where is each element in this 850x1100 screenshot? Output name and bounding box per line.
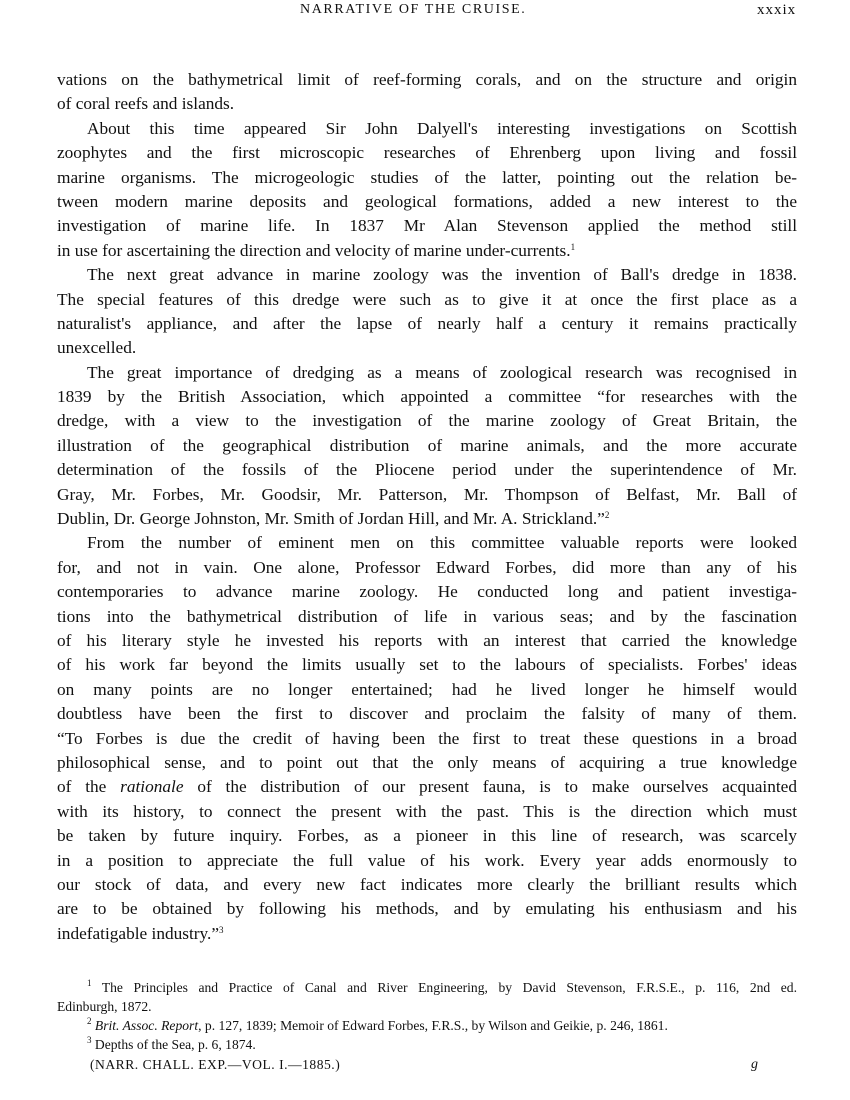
text-line: dredge, with a view to the investigation of the marine zoology of Great Britain, the bbox=[57, 411, 797, 431]
page-number: xxxix bbox=[757, 2, 797, 18]
text-line: of coral reefs and islands. bbox=[57, 94, 235, 114]
text-line: The next great advance in marine zoology was the invention of Ball's dredge in 1838. bbox=[87, 265, 797, 285]
footnote-marker: 1 bbox=[87, 978, 92, 988]
footnote-reference: 2 bbox=[604, 510, 610, 521]
text-line: illustration of the geographical distribution of marine animals, and the more accurate bbox=[57, 435, 797, 455]
footnote-1-continued: Edinburgh, 1872. bbox=[57, 999, 152, 1014]
page-header bbox=[0, 2, 850, 26]
footnote-reference: 3 bbox=[219, 924, 224, 935]
text-line: for, and not in vain. One alone, Professor Edward Forbes, did more than any of his bbox=[57, 557, 797, 577]
text-line: are to be obtained by following his methods, and by emulating his enthusiasm and his bbox=[57, 899, 797, 919]
text-segment: in use for ascertaining the direction and velocity of marine under-currents. bbox=[57, 240, 571, 260]
text-line: of his work far beyond the limits usually set to the labours of specialists. Forbes' ideas bbox=[57, 655, 797, 675]
text-line: The great importance of dredging as a means of zoological research was recognised in bbox=[87, 362, 797, 382]
text-line: naturalist's appliance, and after the lapse of nearly half a century it remains practically bbox=[57, 313, 797, 333]
text-segment: Dublin, Dr. George Johnston, Mr. Smith of Jordan Hill, and Mr. A. Strickland.” bbox=[57, 509, 605, 529]
signature-line: (NARR. CHALL. EXP.—VOL. I.—1885.) bbox=[90, 1057, 341, 1072]
text-line: our stock of data, and every new fact indicates more clearly the brilliant results which bbox=[57, 874, 797, 894]
text-line: investigation of marine life. In 1837 Mr Alan Stevenson applied the method still bbox=[57, 216, 797, 236]
text-line: be taken by future inquiry. Forbes, as a pioneer in this line of research, was scarcely bbox=[57, 826, 797, 846]
text-line bbox=[57, 775, 797, 799]
text-line: 1839 by the British Association, which appointed a committee “for researches with the bbox=[57, 387, 797, 407]
text-line: tween modern marine deposits and geological formations, added a new interest to the bbox=[57, 191, 797, 211]
text-line: in a position to appreciate the full value of his work. Every year adds enormously to bbox=[57, 850, 797, 870]
footnote-reference: 1 bbox=[570, 241, 576, 252]
text-line: Gray, Mr. Forbes, Mr. Goodsir, Mr. Patterson, Mr. Thompson of Belfast, Mr. Ball of bbox=[57, 484, 797, 504]
text-line: of his literary style he invested his reports with an interest that carried the knowledge bbox=[57, 630, 797, 650]
text-line: philosophical sense, and to point out that the only means of acquiring a true knowledge bbox=[57, 752, 797, 772]
text-segment: of the bbox=[57, 777, 121, 797]
footnote-text: The Principles and Practice of Canal and River Engineering, by David Stevenson, F.R.S.E., p. 116, 2nd ed. bbox=[101, 980, 798, 995]
text-line: unexcelled. bbox=[57, 338, 137, 358]
footnote-title: Brit. Assoc. Report bbox=[94, 1018, 199, 1033]
footnote-marker: 3 bbox=[87, 1035, 92, 1045]
footnote-text: , p. 127, 1839; Memoir of Edward Forbes, F.R.S., by Wilson and Geikie, p. 246, 1861. bbox=[198, 1018, 668, 1033]
text-line: contemporaries to advance marine zoology. He conducted long and patient investiga- bbox=[57, 582, 797, 602]
text-line bbox=[57, 507, 797, 531]
text-line bbox=[57, 239, 797, 263]
footnote-marker: 2 bbox=[87, 1016, 92, 1026]
footnote-3 bbox=[57, 1035, 797, 1054]
text-line: tions into the bathymetrical distribution of life in various seas; and by the fascination bbox=[57, 606, 797, 626]
footnote-1 bbox=[57, 978, 797, 997]
footnote-2 bbox=[57, 1016, 797, 1035]
text-line: The special features of this dredge were such as to give it at once the first place as a bbox=[57, 289, 797, 309]
text-line: About this time appeared Sir John Dalyell's interesting investigations on Scottish bbox=[87, 118, 797, 138]
text-line: determination of the fossils of the Pliocene period under the superintendence of Mr. bbox=[57, 460, 797, 480]
text-line: doubtless have been the first to discover and proclaim the falsity of many of them. bbox=[57, 704, 797, 724]
body-text bbox=[57, 68, 797, 946]
text-segment: indefatigable industry.” bbox=[57, 923, 220, 943]
text-line: on many points are no longer entertained; had he lived longer he himself would bbox=[57, 679, 797, 699]
running-title: NARRATIVE OF THE CRUISE. bbox=[300, 2, 527, 17]
text-line bbox=[57, 922, 797, 946]
text-line: marine organisms. The microgeologic studies of the latter, pointing out the relation be- bbox=[57, 167, 797, 187]
footnote-text: Depths of the Sea, p. 6, 1874. bbox=[94, 1037, 256, 1052]
text-segment: of the distribution of our present fauna, is to make ourselves acquainted bbox=[183, 777, 797, 797]
text-line: “To Forbes is due the credit of having been the first to treat these questions in a broad bbox=[57, 728, 797, 748]
text-line: From the number of eminent men on this committee valuable reports were looked bbox=[87, 533, 797, 553]
text-line: zoophytes and the first microscopic researches of Ehrenberg upon living and fossil bbox=[57, 143, 797, 163]
italic-text: rationale bbox=[120, 777, 184, 797]
text-line: vations on the bathymetrical limit of reef-forming corals, and on the structure and origin bbox=[57, 70, 797, 89]
signature-mark: g bbox=[751, 1057, 758, 1072]
footnotes bbox=[57, 978, 797, 1054]
text-line: with its history, to connect the present with the past. This is the direction which must bbox=[57, 801, 797, 821]
